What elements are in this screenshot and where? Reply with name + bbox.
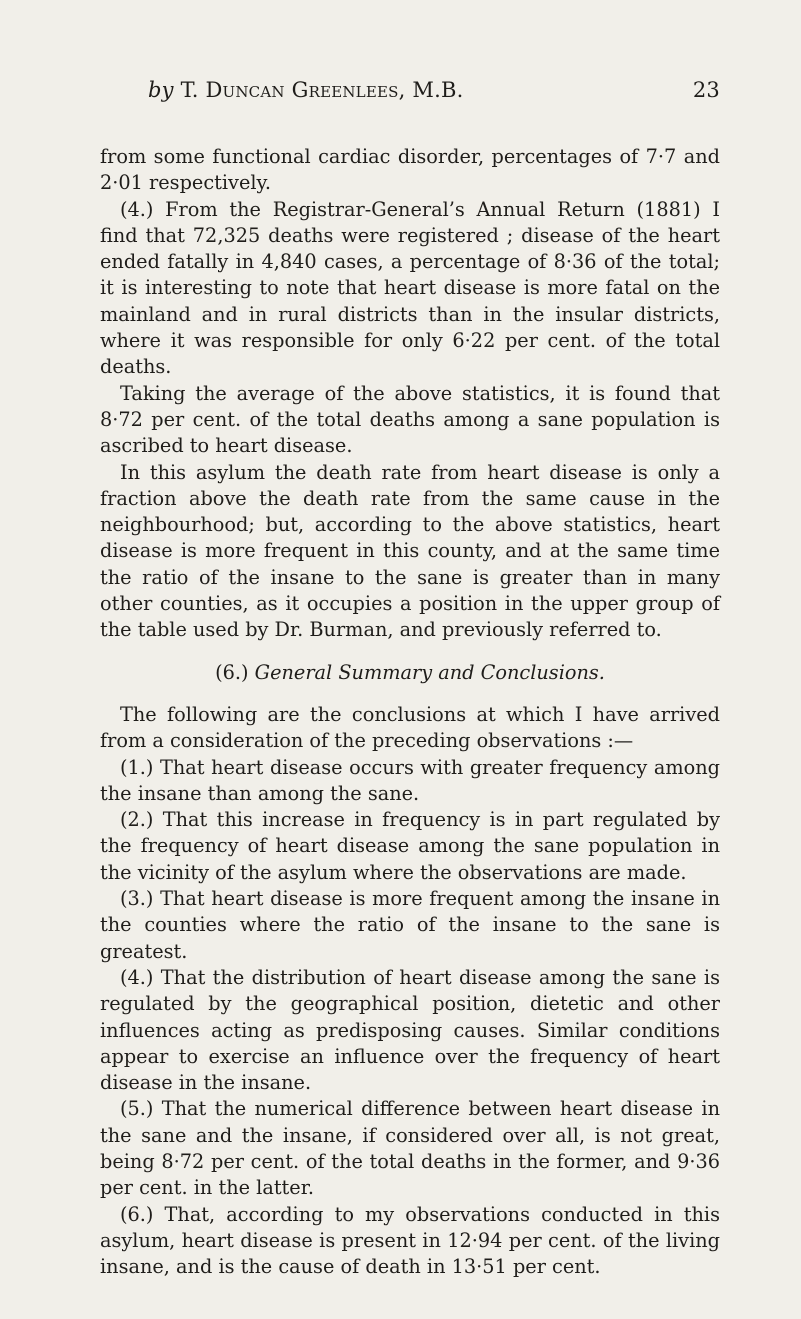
conclusion-3: (3.) That heart disease is more frequent among the insane in the counties where the ratio of the insane to the sane is greatest. <box>100 887 720 963</box>
page <box>100 78 720 1280</box>
section-number: (6.) <box>215 660 249 684</box>
paragraph-asylum: In this asylum the death rate from heart disease is only a fraction above the death rate from the same cause in the neighbourhood; but, according to the above statistics, heart disease is more frequent in this county, and at the same time the ratio of the insane to the sane is greater than in many other counties, as it occupies a position in the upper group of the table used by Dr. Burman, and previously referred to. <box>100 460 720 642</box>
page-number: 23 <box>692 78 720 102</box>
section-title: General Summary and Conclusions. <box>254 660 605 684</box>
conclusion-2: (2.) That this increase in frequency is in part regulated by the frequency of heart disease among the sane population in the vicinity of the asylum where the observations are made. <box>100 808 720 884</box>
paragraph-continuation: from some functional cardiac disorder, percentages of 7·7 and 2·01 respectively. <box>100 145 720 195</box>
conclusion-5: (5.) That the numerical difference between heart disease in the sane and the insane, if considered over all, is not great, being 8·72 per cent. of the total deaths in the former, and 9·36 per cent. in the latter. <box>100 1097 720 1200</box>
paragraph-average: Taking the average of the above statistics, it is found that 8·72 per cent. of the total deaths among a sane population is ascribed to heart disease. <box>100 381 720 458</box>
conclusion-4: (4.) That the distribution of heart disease among the sane is regulated by the geographical position, dietetic and other influences acting as predisposing causes. Similar conditions appear to exercise an influence over the frequency of heart disease in the insane. <box>100 965 720 1095</box>
conclusion-6: (6.) That, according to my observations conducted in this asylum, heart disease is present in 12·94 per cent. of the living insane, and is the cause of death in 13·51 per cent. <box>100 1202 720 1279</box>
running-head <box>100 78 720 118</box>
running-head-by: by <box>148 78 174 102</box>
conclusion-1: (1.) That heart disease occurs with greater frequency among the insane than among the sane. <box>100 755 720 805</box>
paragraph-conclusions-intro: The following are the conclusions at which I have arrived from a consideration of the preceding observations :— <box>100 702 720 753</box>
paragraph-item-4: (4.) From the Registrar-General’s Annual Return (1881) I find that 72,325 deaths were registered ; disease of the heart ended fatally in 4,840 cases, a percentage of 8·36 of the total; it is interesting to note that heart disease is more fatal on the mainland and in rural districts than in the insular districts, where it was responsible for only 6·22 per cent. of the total deaths. <box>100 197 720 379</box>
running-head-title <box>148 78 463 102</box>
running-head-author: T. Duncan Greenlees, M.B. <box>180 78 464 102</box>
section-heading <box>100 660 720 686</box>
body-text <box>100 144 720 1280</box>
